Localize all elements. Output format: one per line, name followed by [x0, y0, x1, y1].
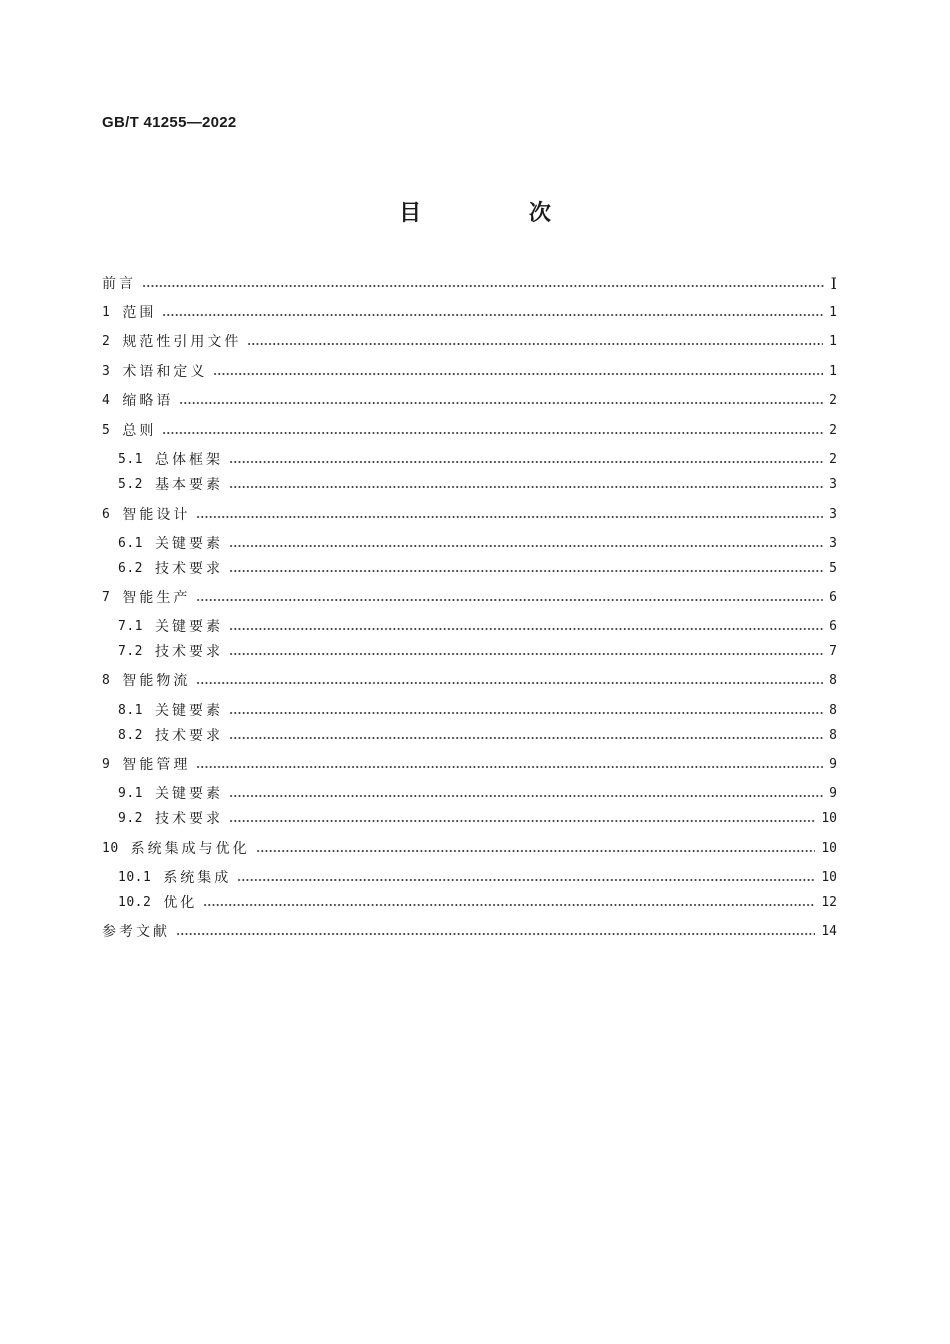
toc-dot-leader — [196, 766, 823, 768]
toc-entry-label: 优化 — [163, 895, 198, 911]
toc-dot-leader — [229, 461, 823, 463]
toc-entry-number: 6.1 — [118, 536, 143, 551]
toc-dot-leader — [196, 599, 823, 601]
toc-entry[interactable] — [102, 274, 837, 294]
toc-entry-page: 9 — [829, 786, 837, 801]
toc-entry-page: 1 — [829, 305, 837, 320]
toc-entry-label: 关键要素 — [154, 786, 223, 802]
toc-entry[interactable] — [118, 868, 837, 888]
toc-entry-number: 7.2 — [118, 644, 143, 659]
toc-entry-number: 10.1 — [118, 870, 152, 885]
toc-dot-leader — [213, 373, 823, 375]
toc-entry-label: 智能设计 — [122, 507, 191, 523]
toc-entry[interactable] — [102, 332, 837, 352]
toc-entry[interactable] — [102, 755, 837, 775]
page-title: 目 次 — [399, 201, 601, 226]
toc-entry-label: 范围 — [122, 305, 157, 321]
toc-entry-label: 关键要素 — [154, 703, 223, 719]
toc-dot-leader — [229, 712, 823, 714]
toc-dot-leader — [203, 904, 815, 906]
toc-entry-number: 5.1 — [118, 452, 143, 467]
toc-dot-leader — [229, 486, 823, 488]
toc-entry-label: 技术要求 — [154, 728, 223, 744]
toc-entry-page: 6 — [829, 590, 837, 605]
toc-entry[interactable] — [102, 505, 837, 525]
toc-entry[interactable] — [118, 450, 837, 470]
toc-entry[interactable] — [102, 362, 837, 382]
toc-entry-label: 基本要素 — [154, 477, 223, 493]
toc-entry-number: 9.2 — [118, 811, 143, 826]
toc-dot-leader — [229, 795, 823, 797]
toc-entry-label: 参考文献 — [102, 924, 170, 940]
toc-entry-number: 10.2 — [118, 895, 152, 910]
toc-entry-number: 10 — [102, 841, 119, 856]
toc-entry-page: 10 — [821, 841, 837, 856]
toc-entry[interactable] — [102, 421, 837, 441]
toc-entry[interactable] — [118, 809, 837, 829]
toc-entry-number: 8.2 — [118, 728, 143, 743]
toc-entry-number: 9 — [102, 757, 111, 772]
toc-entry-number: 8.1 — [118, 703, 143, 718]
toc-entry[interactable] — [118, 559, 837, 579]
toc-dot-leader — [229, 570, 823, 572]
toc-entry[interactable] — [118, 893, 837, 913]
toc-dot-leader — [142, 285, 825, 287]
toc-entry-page: 3 — [829, 507, 837, 522]
toc-entry-page: 8 — [829, 728, 837, 743]
toc-entry-page: I — [830, 274, 837, 293]
toc-entry-page: 1 — [829, 334, 837, 349]
toc-entry-page: 7 — [829, 644, 837, 659]
toc-entry-label: 关键要素 — [154, 536, 223, 552]
toc-entry-label: 智能管理 — [122, 757, 191, 773]
toc-entry-page: 8 — [829, 673, 837, 688]
toc-entry-label: 规范性引用文件 — [122, 334, 242, 350]
toc-dot-leader — [247, 343, 823, 345]
toc-entry[interactable] — [118, 784, 837, 804]
toc-entry-page: 3 — [829, 536, 837, 551]
toc-dot-leader — [229, 820, 815, 822]
toc-entry-page: 10 — [821, 870, 837, 885]
toc-entry-label: 总体框架 — [154, 452, 223, 468]
toc-entry-label: 技术要求 — [154, 644, 223, 660]
toc-entry-page: 2 — [829, 452, 837, 467]
toc-dot-leader — [229, 545, 823, 547]
toc-entry-label: 缩略语 — [122, 393, 174, 409]
toc-entry-number: 1 — [102, 305, 111, 320]
toc-entry-number: 8 — [102, 673, 111, 688]
toc-entry[interactable] — [118, 642, 837, 662]
toc-entry[interactable] — [118, 701, 837, 721]
toc-entry-page: 14 — [821, 924, 837, 939]
toc-entry-label: 系统集成与优化 — [130, 841, 250, 857]
toc-entry-page: 9 — [829, 757, 837, 772]
toc-entry-page: 1 — [829, 364, 837, 379]
toc-entry[interactable] — [118, 726, 837, 746]
toc-entry-number: 7 — [102, 590, 111, 605]
toc-dot-leader — [162, 432, 823, 434]
toc-dot-leader — [176, 933, 815, 935]
toc-entry-number: 7.1 — [118, 619, 143, 634]
toc-entry-page: 12 — [821, 895, 837, 910]
toc-dot-leader — [162, 314, 823, 316]
toc-entry[interactable] — [102, 922, 837, 942]
toc-entry-number: 2 — [102, 334, 111, 349]
toc-entry-label: 关键要素 — [154, 619, 223, 635]
toc-entry-number: 9.1 — [118, 786, 143, 801]
toc-entry-label: 术语和定义 — [122, 364, 208, 380]
toc-entry-label: 技术要求 — [154, 561, 223, 577]
toc-entry-page: 2 — [829, 423, 837, 438]
standard-code: GB/T 41255—2022 — [102, 114, 237, 131]
toc-entry[interactable] — [102, 303, 837, 323]
toc-entry-page: 5 — [829, 561, 837, 576]
toc-dot-leader — [196, 682, 823, 684]
toc-entry-page: 2 — [829, 393, 837, 408]
toc-entry[interactable] — [118, 475, 837, 495]
toc-entry-number: 6 — [102, 507, 111, 522]
toc-entry-number: 5 — [102, 423, 111, 438]
toc-entry-page: 3 — [829, 477, 837, 492]
toc-entry-number: 3 — [102, 364, 111, 379]
toc-entry-label: 智能物流 — [122, 673, 191, 689]
toc-entry-number: 6.2 — [118, 561, 143, 576]
toc-dot-leader — [229, 737, 823, 739]
toc-dot-leader — [237, 879, 815, 881]
toc-entry-label: 技术要求 — [154, 811, 223, 827]
toc-entry[interactable] — [118, 617, 837, 637]
toc-entry-number: 5.2 — [118, 477, 143, 492]
toc-entry-label: 智能生产 — [122, 590, 191, 606]
toc-entry[interactable] — [102, 839, 837, 859]
toc-entry-page: 6 — [829, 619, 837, 634]
toc-entry[interactable] — [102, 588, 837, 608]
toc-entry-label: 前言 — [102, 276, 136, 292]
toc-dot-leader — [196, 516, 823, 518]
toc-entry[interactable] — [118, 534, 837, 554]
toc-entry[interactable] — [102, 671, 837, 691]
toc-entry-page: 8 — [829, 703, 837, 718]
toc-dot-leader — [229, 628, 823, 630]
toc-dot-leader — [229, 653, 823, 655]
toc-entry-number: 4 — [102, 393, 111, 408]
toc-entry-label: 系统集成 — [163, 870, 232, 886]
toc-dot-leader — [256, 850, 816, 852]
toc-entry-page: 10 — [821, 811, 837, 826]
toc-entry-label: 总则 — [122, 423, 157, 439]
toc-dot-leader — [179, 402, 823, 404]
toc-entry[interactable] — [102, 391, 837, 411]
